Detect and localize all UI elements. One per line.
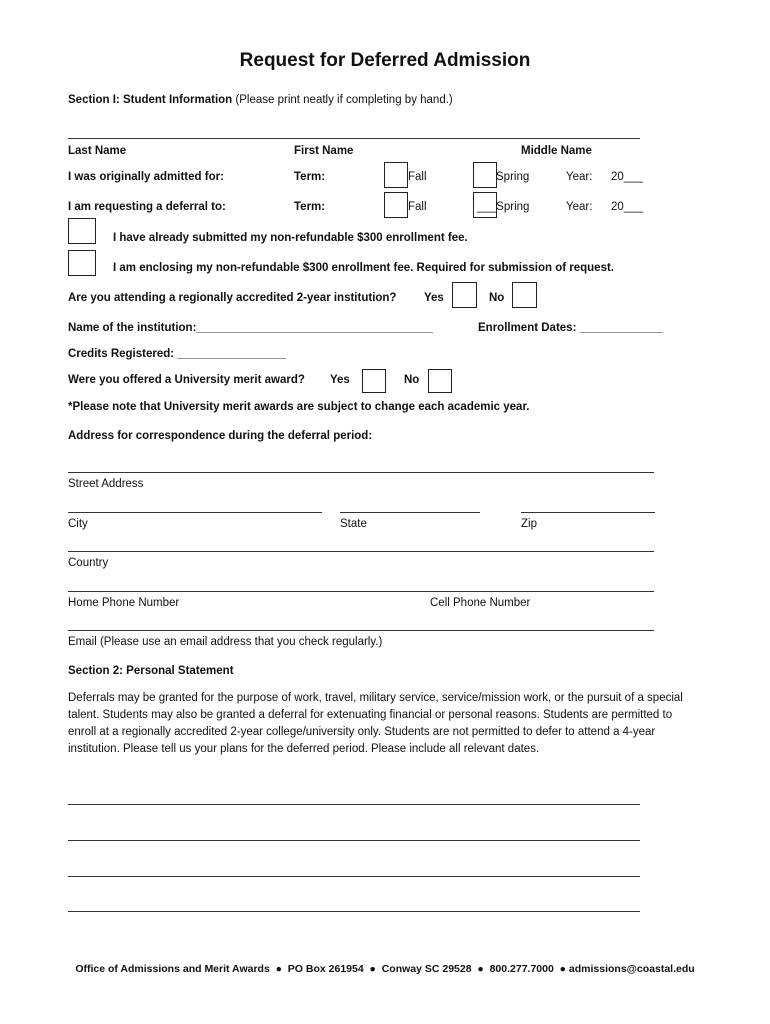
last-name-label: Last Name — [68, 145, 127, 157]
phone-input-line[interactable] — [68, 591, 654, 592]
state-input-line[interactable] — [340, 512, 480, 513]
admitted-fall-label: Fall — [408, 171, 427, 183]
fee-enclosing-checkbox[interactable] — [68, 250, 96, 276]
merit-no-label: No — [404, 374, 420, 386]
merit-yes-label: Yes — [330, 374, 350, 386]
admitted-fall-checkbox[interactable] — [384, 162, 408, 188]
enrollment-dates-field[interactable]: Enrollment Dates: _____________ — [478, 322, 663, 334]
country-input-line[interactable] — [68, 551, 654, 552]
deferral-label: I am requesting a deferral to: — [68, 201, 226, 213]
statement-line-1[interactable] — [68, 804, 640, 805]
street-address-label: Street Address — [68, 478, 144, 490]
section2-heading: Section 2: Personal Statement — [68, 665, 234, 677]
two-year-yes-label: Yes — [424, 292, 444, 304]
name-input-line[interactable] — [68, 138, 640, 139]
two-year-yes-checkbox[interactable] — [452, 282, 477, 308]
deferral-year-field[interactable]: 20___ — [611, 201, 643, 213]
middle-name-label: Middle Name — [521, 145, 592, 157]
section1-heading-row — [68, 94, 453, 106]
section1-note: (Please print neatly if completing by hand.) — [235, 94, 453, 106]
email-input-line[interactable] — [68, 630, 654, 631]
two-year-question: Are you attending a regionally accredited 2-year institution? — [68, 292, 397, 304]
admitted-year-label: Year: — [566, 171, 593, 183]
page-title: Request for Deferred Admission — [239, 50, 531, 71]
credits-registered-field[interactable]: Credits Registered: _________________ — [68, 348, 287, 360]
statement-line-2[interactable] — [68, 840, 640, 841]
deferral-year-label: Year: — [566, 201, 593, 213]
deferral-fall-label: Fall — [408, 201, 427, 213]
city-input-line[interactable] — [68, 512, 322, 513]
fee-submitted-checkbox[interactable] — [68, 218, 96, 244]
merit-note: *Please note that University merit awards are subject to change each academic year. — [68, 401, 530, 413]
two-year-no-label: No — [489, 292, 505, 304]
city-label: City — [68, 518, 88, 530]
deferral-spring-label: ___Spring — [477, 201, 530, 213]
state-label: State — [340, 518, 367, 530]
admitted-term-label: Term: — [294, 171, 326, 183]
first-name-label: First Name — [294, 145, 354, 157]
address-heading: Address for correspondence during the deferral period: — [68, 430, 373, 442]
admitted-spring-checkbox[interactable] — [473, 162, 497, 188]
zip-label: Zip — [521, 518, 537, 530]
two-year-no-checkbox[interactable] — [512, 282, 537, 308]
institution-name-field[interactable]: Name of the institution:_____________________________________ — [68, 322, 434, 334]
merit-no-checkbox[interactable] — [428, 369, 452, 393]
email-label: Email (Please use an email address that you check regularly.) — [68, 636, 383, 648]
section1-heading: Section I: Student Information — [68, 94, 233, 106]
footer-contact: Office of Admissions and Merit Awards ● PO Box 261954 ● Conway SC 29528 ● 800.277.7000 ● admissions@coastal.edu — [75, 963, 695, 975]
admitted-label: I was originally admitted for: — [68, 171, 224, 183]
home-phone-label: Home Phone Number — [68, 597, 180, 609]
merit-question: Were you offered a University merit award? — [68, 374, 305, 386]
zip-input-line[interactable] — [521, 512, 655, 513]
fee-enclosing-label: I am enclosing my non-refundable $300 enrollment fee. Required for submission of request. — [113, 262, 614, 274]
fee-submitted-label: I have already submitted my non-refundable $300 enrollment fee. — [113, 232, 468, 244]
statement-line-4[interactable] — [68, 911, 640, 912]
deferral-fall-checkbox[interactable] — [384, 192, 408, 218]
merit-yes-checkbox[interactable] — [362, 369, 386, 393]
section2-paragraph: Deferrals may be granted for the purpose of work, travel, military service, service/mission work, or the pursuit of a special talent. Students may also be granted a deferral for extenuating financial or personal reasons. Students are permitted to enroll at a regionally accredited 2-year college/university only. Students are not permitted to defer to attend a 4-year institution. Please tell us your plans for the deferred period. Please include all relevant dates. — [68, 692, 683, 755]
country-label: Country — [68, 557, 109, 569]
statement-line-3[interactable] — [68, 876, 640, 877]
admitted-spring-label: Spring — [496, 171, 530, 183]
admitted-year-field[interactable]: 20___ — [611, 171, 643, 183]
cell-phone-label: Cell Phone Number — [430, 597, 531, 609]
street-address-input-line[interactable] — [68, 472, 654, 473]
deferral-term-label: Term: — [294, 201, 326, 213]
